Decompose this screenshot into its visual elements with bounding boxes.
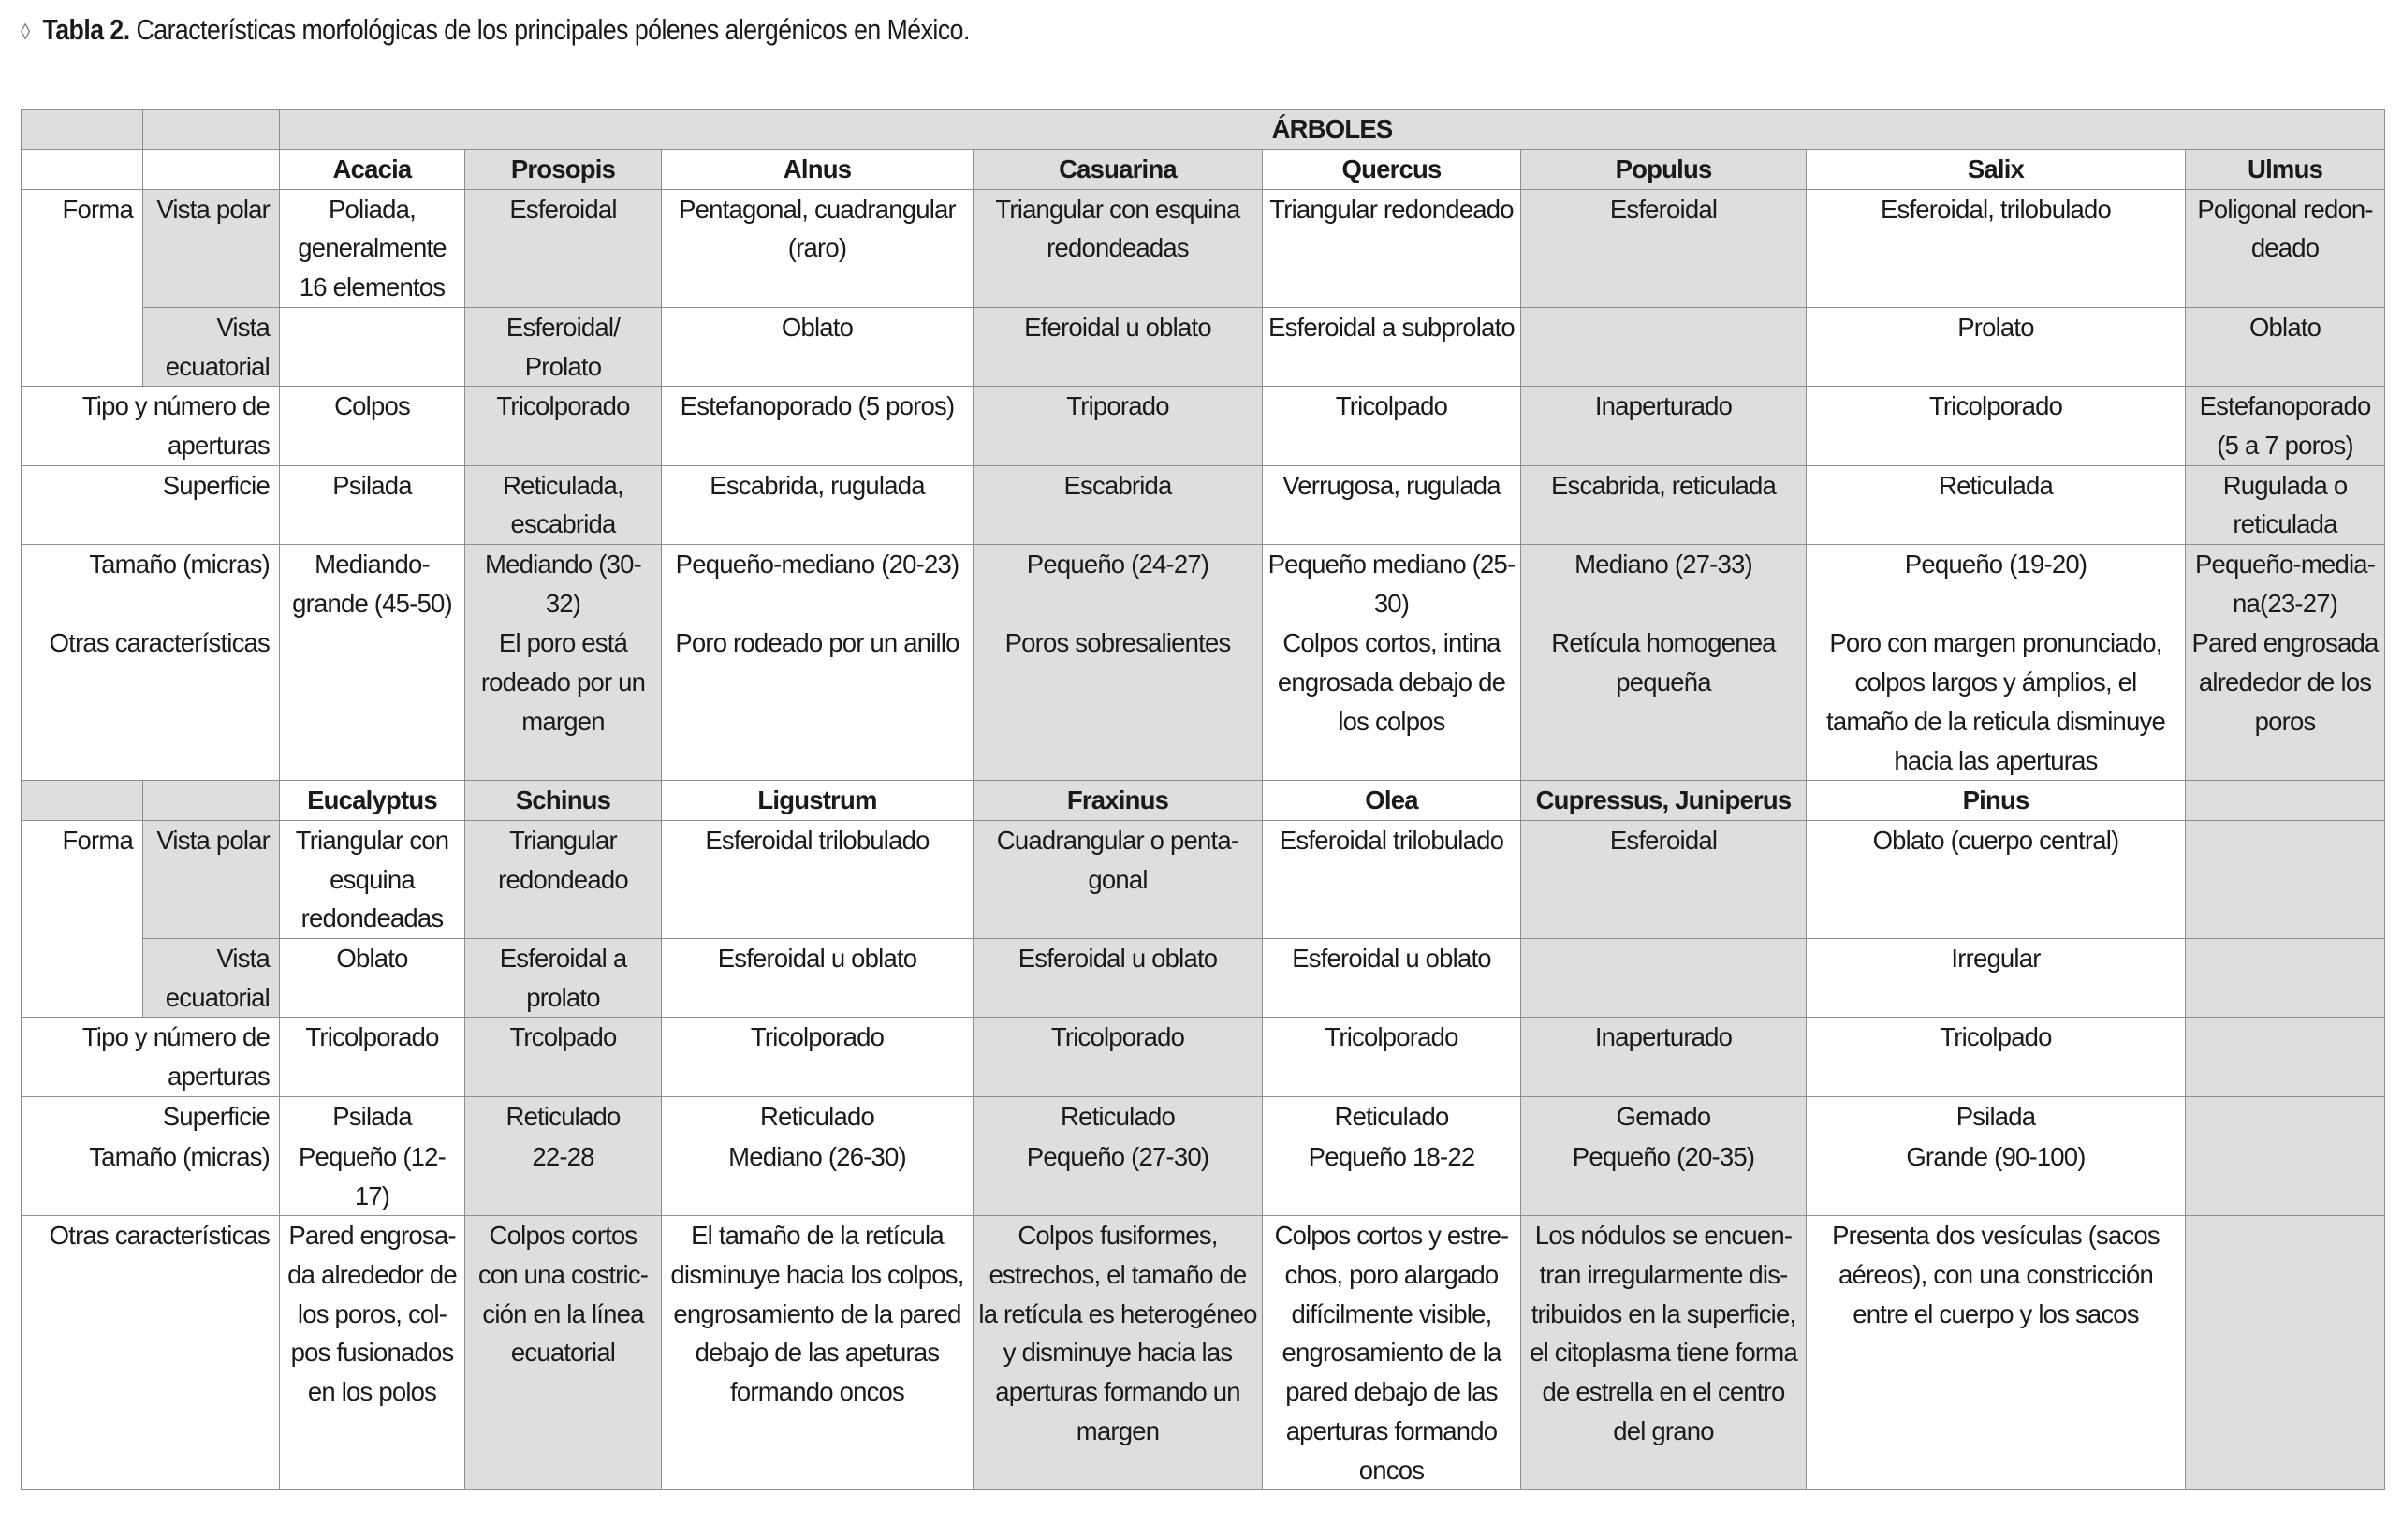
data-cell: Esferoidal bbox=[1521, 189, 1807, 307]
data-cell: Prolato bbox=[1807, 307, 2186, 386]
data-cell bbox=[2186, 1096, 2385, 1137]
data-cell: Mediano (27-33) bbox=[1521, 545, 1807, 623]
data-cell: Escabrida bbox=[974, 465, 1263, 544]
data-cell: Pequeño (27-30) bbox=[974, 1137, 1263, 1215]
data-cell: Reticulado bbox=[974, 1096, 1263, 1137]
data-cell: Poliada, generalmente 16 elementos bbox=[280, 189, 465, 307]
data-cell: Oblato bbox=[2186, 307, 2385, 386]
genus-header: Olea bbox=[1263, 781, 1521, 821]
genus-header: Prosopis bbox=[465, 150, 662, 190]
data-cell: 22-28 bbox=[465, 1137, 662, 1215]
data-cell: Colpos cortos y estre-chos, poro alargado difícilmente visible, engrosamiento de la pared debajo de las aperturas formando oncos bbox=[1263, 1216, 1521, 1490]
data-cell: Tricolporado bbox=[1263, 1018, 1521, 1096]
row-vista-ecuatorial bbox=[22, 939, 2385, 1018]
blank-cell bbox=[22, 150, 143, 190]
data-cell: Esferoidal bbox=[1521, 820, 1807, 938]
data-cell: Estefanoporado (5 poros) bbox=[662, 387, 974, 465]
tamano-label: Tamaño (micras) bbox=[22, 1137, 280, 1215]
data-cell: Pequeño (20-35) bbox=[1521, 1137, 1807, 1215]
superficie-label: Superficie bbox=[22, 465, 280, 544]
data-cell: Triangular con esquina redondeadas bbox=[974, 189, 1263, 307]
data-cell: Pared engrosada alrededor de los poros bbox=[2186, 623, 2385, 781]
data-cell: Verrugosa, rugulada bbox=[1263, 465, 1521, 544]
caption-label: Tabla 2. bbox=[42, 13, 130, 46]
data-cell: Oblato bbox=[662, 307, 974, 386]
data-cell: Tricolpado bbox=[1807, 1018, 2186, 1096]
row-superficie bbox=[22, 1096, 2385, 1137]
data-cell: Poro rodeado por un anillo bbox=[662, 623, 974, 781]
data-cell: Pequeño (24-27) bbox=[974, 545, 1263, 623]
blank-cell bbox=[22, 781, 143, 821]
genus-header: Casuarina bbox=[974, 150, 1263, 190]
data-cell: Trcolpado bbox=[465, 1018, 662, 1096]
row-vista-polar bbox=[22, 820, 2385, 938]
data-cell: Eferoidal u oblato bbox=[974, 307, 1263, 386]
data-cell: Colpos cortos con una costric-ción en la línea ecuatorial bbox=[465, 1216, 662, 1490]
data-cell: Pequeño (19-20) bbox=[1807, 545, 2186, 623]
tamano-label: Tamaño (micras) bbox=[22, 545, 280, 623]
genus-header: Alnus bbox=[662, 150, 974, 190]
data-cell: Reticulada bbox=[1807, 465, 2186, 544]
data-cell: Tricolporado bbox=[1807, 387, 2186, 465]
vista-ecuatorial-label: Vista ecuatorial bbox=[143, 939, 280, 1018]
data-cell: Colpos fusiformes, estrechos, el tamaño de la retícula es heterogéneo y disminuye hacia las aperturas formando un margen bbox=[974, 1216, 1263, 1490]
data-cell: El tamaño de la retícula disminuye hacia los colpos, engrosamiento de la pared debajo de las apeturas formando oncos bbox=[662, 1216, 974, 1490]
group-header-row bbox=[22, 110, 2385, 150]
data-cell: Reticulado bbox=[1263, 1096, 1521, 1137]
data-cell: Esferoidal u oblato bbox=[662, 939, 974, 1018]
data-cell: Poros sobresalientes bbox=[974, 623, 1263, 781]
data-cell: Irregular bbox=[1807, 939, 2186, 1018]
row-tipo bbox=[22, 387, 2385, 465]
otras-label: Otras características bbox=[22, 623, 280, 781]
corner-cell bbox=[143, 110, 280, 150]
data-cell: Esferoidal a prolato bbox=[465, 939, 662, 1018]
data-cell: Psilada bbox=[280, 1096, 465, 1137]
data-cell: Tricolporado bbox=[974, 1018, 1263, 1096]
superficie-label: Superficie bbox=[22, 1096, 280, 1137]
data-cell: Pared engrosa-da alrededor de los poros, col-pos fusionados en los polos bbox=[280, 1216, 465, 1490]
data-cell: Escabrida, rugulada bbox=[662, 465, 974, 544]
row-tamano bbox=[22, 545, 2385, 623]
data-cell: Presenta dos vesículas (sacos aéreos), con una constricción entre el cuerpo y los sacos bbox=[1807, 1216, 2186, 1490]
data-cell: Psilada bbox=[280, 465, 465, 544]
genus-header: Pinus bbox=[1807, 781, 2186, 821]
data-cell: Triangular con esquina redondeadas bbox=[280, 820, 465, 938]
data-cell: Reticulada, escabrida bbox=[465, 465, 662, 544]
data-cell: Inaperturado bbox=[1521, 1018, 1807, 1096]
row-tamano bbox=[22, 1137, 2385, 1215]
data-cell: Oblato (cuerpo central) bbox=[1807, 820, 2186, 938]
row-superficie bbox=[22, 465, 2385, 544]
blank-cell bbox=[143, 781, 280, 821]
forma-label: Forma bbox=[22, 820, 143, 1018]
genus-header-row bbox=[22, 781, 2385, 821]
data-cell: Colpos cortos, intina engrosada debajo de los colpos bbox=[1263, 623, 1521, 781]
data-cell: Poro con margen pronunciado, colpos largos y ámplios, el tamaño de la reticula disminuye hacia las aperturas bbox=[1807, 623, 2186, 781]
forma-label: Forma bbox=[22, 189, 143, 387]
corner-cell bbox=[22, 110, 143, 150]
data-cell: Triporado bbox=[974, 387, 1263, 465]
data-cell: Pequeño mediano (25-30) bbox=[1263, 545, 1521, 623]
data-cell: Colpos bbox=[280, 387, 465, 465]
diamond-bullet-icon: ◊ bbox=[21, 20, 30, 45]
data-cell bbox=[1521, 939, 1807, 1018]
genus-header: Ulmus bbox=[2186, 150, 2385, 190]
data-cell: Tricolporado bbox=[465, 387, 662, 465]
data-cell bbox=[2186, 820, 2385, 938]
genus-header: Populus bbox=[1521, 150, 1807, 190]
tipo-label: Tipo y número de aperturas bbox=[22, 1018, 280, 1096]
data-cell: Triangular redondeado bbox=[1263, 189, 1521, 307]
data-cell: Tricolporado bbox=[280, 1018, 465, 1096]
row-tipo bbox=[22, 1018, 2385, 1096]
data-cell: Escabrida, reticulada bbox=[1521, 465, 1807, 544]
genus-header: Fraxinus bbox=[974, 781, 1263, 821]
data-cell bbox=[1521, 307, 1807, 386]
tipo-label: Tipo y número de aperturas bbox=[22, 387, 280, 465]
data-cell bbox=[2186, 1216, 2385, 1490]
data-cell: Pequeño-mediano (20-23) bbox=[662, 545, 974, 623]
data-cell bbox=[2186, 1018, 2385, 1096]
genus-header: Cupressus, Juniperus bbox=[1521, 781, 1807, 821]
blank-cell bbox=[143, 150, 280, 190]
data-cell: Los nódulos se encuen-tran irregularmente dis-tribuidos en la superficie, el citoplasma tiene forma de estrella en el centro del grano bbox=[1521, 1216, 1807, 1490]
data-cell: Esferoidal/ Prolato bbox=[465, 307, 662, 386]
data-cell: Estefanoporado (5 a 7 poros) bbox=[2186, 387, 2385, 465]
data-cell: Retícula homogenea pequeña bbox=[1521, 623, 1807, 781]
row-otras bbox=[22, 623, 2385, 781]
genus-header-row bbox=[22, 150, 2385, 190]
data-cell: Esferoidal trilobulado bbox=[1263, 820, 1521, 938]
data-cell: Poligonal redon-deado bbox=[2186, 189, 2385, 307]
row-vista-ecuatorial bbox=[22, 307, 2385, 386]
data-cell: Inaperturado bbox=[1521, 387, 1807, 465]
data-cell: Pequeño (12-17) bbox=[280, 1137, 465, 1215]
data-cell: Triangular redondeado bbox=[465, 820, 662, 938]
data-cell: Reticulado bbox=[465, 1096, 662, 1137]
data-cell bbox=[280, 307, 465, 386]
data-cell: Pequeño 18-22 bbox=[1263, 1137, 1521, 1215]
genus-header: Eucalyptus bbox=[280, 781, 465, 821]
data-cell: Rugulada o reticulada bbox=[2186, 465, 2385, 544]
pollen-morphology-table bbox=[21, 109, 2385, 1490]
data-cell bbox=[280, 623, 465, 781]
genus-header: Ligustrum bbox=[662, 781, 974, 821]
vista-ecuatorial-label: Vista ecuatorial bbox=[143, 307, 280, 386]
data-cell: Grande (90-100) bbox=[1807, 1137, 2186, 1215]
genus-header: Quercus bbox=[1263, 150, 1521, 190]
group-title: ÁRBOLES bbox=[280, 110, 2385, 150]
genus-header: Salix bbox=[1807, 150, 2186, 190]
data-cell: Pequeño-media-na(23-27) bbox=[2186, 545, 2385, 623]
data-cell: Esferoidal a subprolato bbox=[1263, 307, 1521, 386]
genus-header: Acacia bbox=[280, 150, 465, 190]
data-cell: Tricolpado bbox=[1263, 387, 1521, 465]
data-cell: Reticulado bbox=[662, 1096, 974, 1137]
data-cell: Esferoidal u oblato bbox=[1263, 939, 1521, 1018]
data-cell: Tricolporado bbox=[662, 1018, 974, 1096]
data-cell: Psilada bbox=[1807, 1096, 2186, 1137]
data-cell: Gemado bbox=[1521, 1096, 1807, 1137]
data-cell: Esferoidal bbox=[465, 189, 662, 307]
data-cell: Mediano (26-30) bbox=[662, 1137, 974, 1215]
table-caption bbox=[21, 13, 970, 47]
genus-header bbox=[2186, 781, 2385, 821]
data-cell: Esferoidal, trilobulado bbox=[1807, 189, 2186, 307]
caption-text: Características morfológicas de los principales pólenes alergénicos en México. bbox=[129, 13, 970, 46]
data-cell: El poro está rodeado por un margen bbox=[465, 623, 662, 781]
otras-label: Otras características bbox=[22, 1216, 280, 1490]
data-cell: Pentagonal, cuadrangular (raro) bbox=[662, 189, 974, 307]
data-cell bbox=[2186, 1137, 2385, 1215]
data-cell: Oblato bbox=[280, 939, 465, 1018]
vista-polar-label: Vista polar bbox=[143, 820, 280, 938]
genus-header: Schinus bbox=[465, 781, 662, 821]
data-cell: Mediando-grande (45-50) bbox=[280, 545, 465, 623]
row-vista-polar bbox=[22, 189, 2385, 307]
data-cell: Mediando (30-32) bbox=[465, 545, 662, 623]
data-cell: Esferoidal trilobulado bbox=[662, 820, 974, 938]
vista-polar-label: Vista polar bbox=[143, 189, 280, 307]
row-otras bbox=[22, 1216, 2385, 1490]
data-cell bbox=[2186, 939, 2385, 1018]
data-cell: Esferoidal u oblato bbox=[974, 939, 1263, 1018]
data-cell: Cuadrangular o penta-gonal bbox=[974, 820, 1263, 938]
